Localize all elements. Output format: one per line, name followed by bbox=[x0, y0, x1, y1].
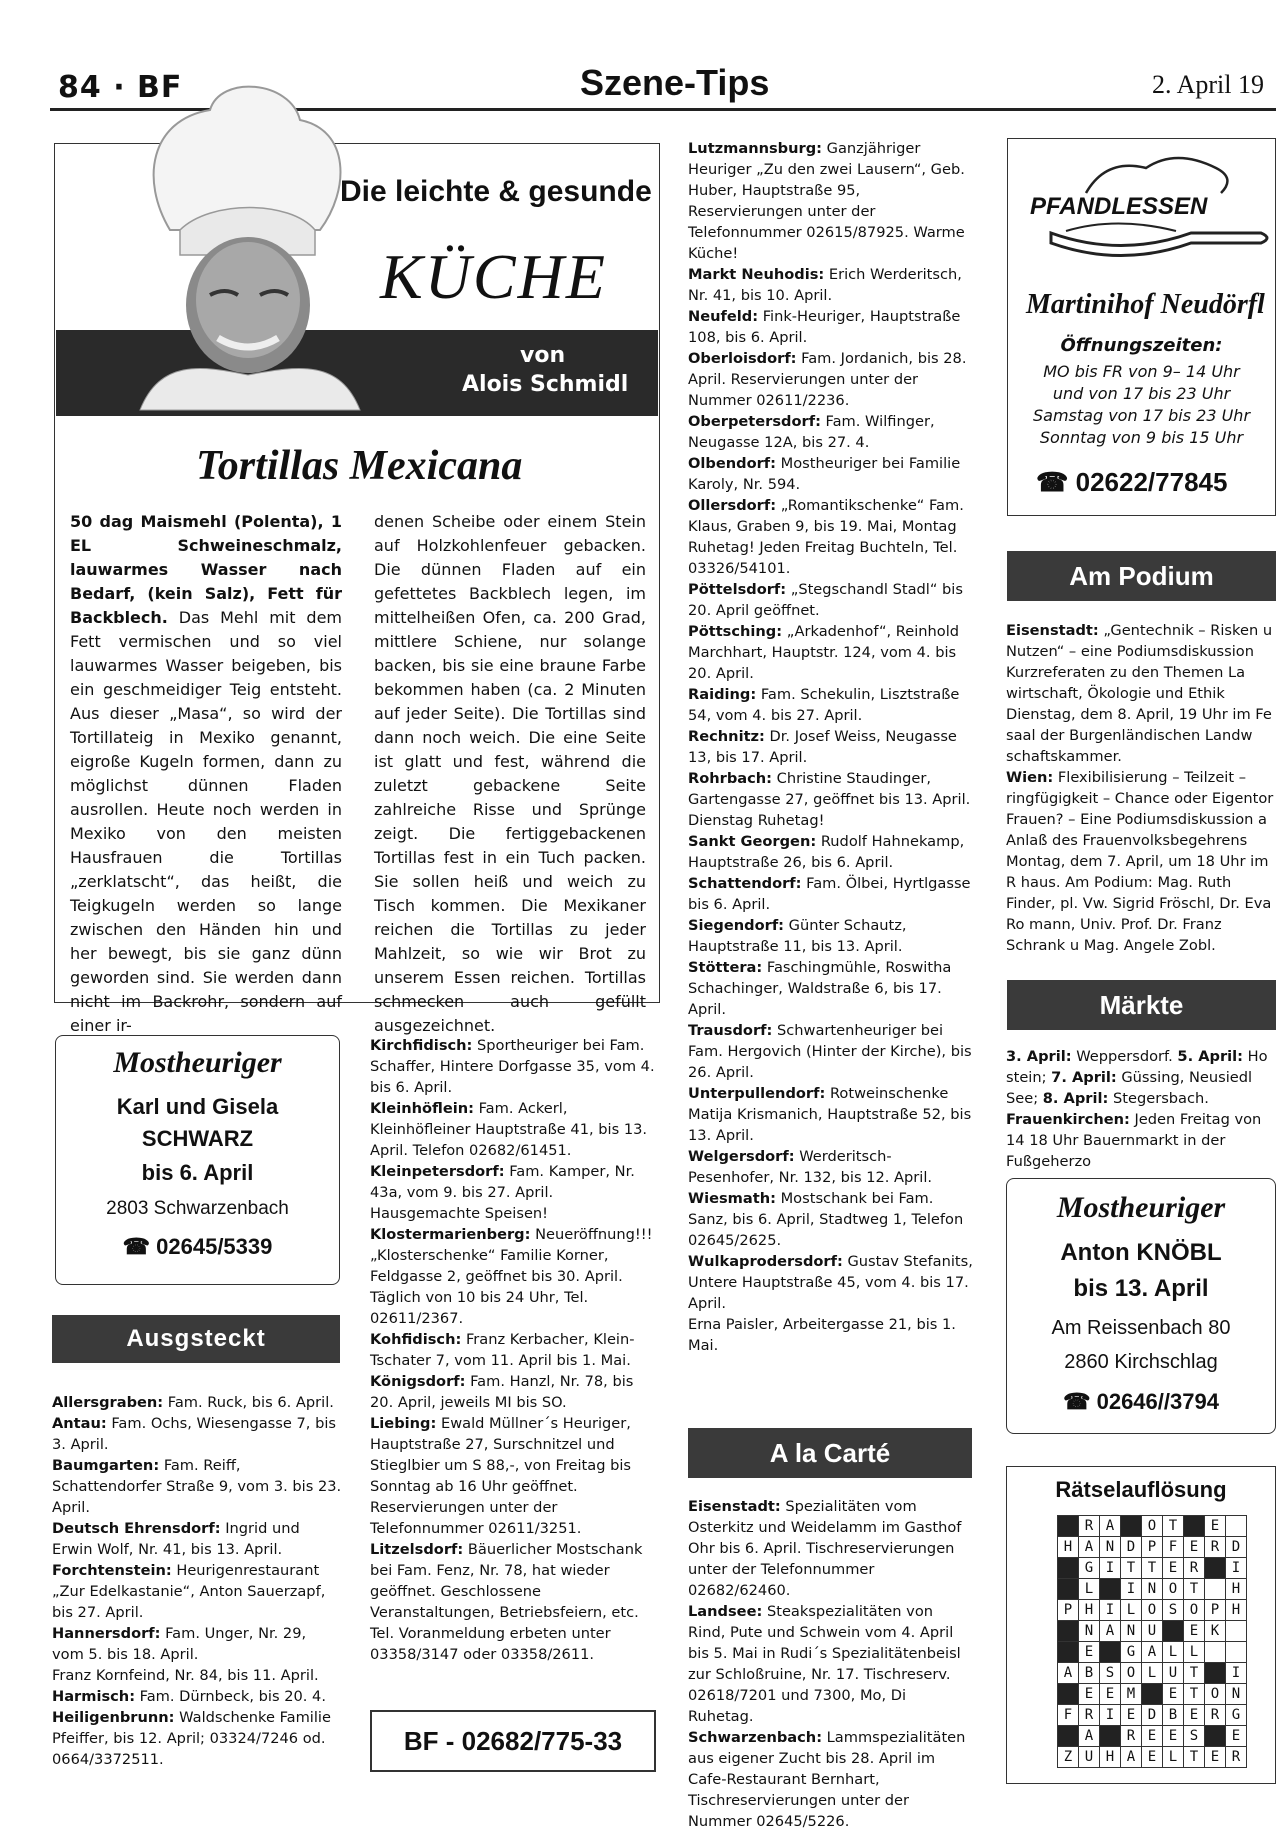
puzzle-cell: H bbox=[1226, 1579, 1247, 1600]
page-number: 84 · BF bbox=[58, 70, 183, 105]
puzzle-cell: O bbox=[1142, 1600, 1163, 1621]
phone-icon: ☎ bbox=[122, 1234, 151, 1259]
puzzle-cell: A bbox=[1079, 1537, 1100, 1558]
puzzle-cell: G bbox=[1079, 1558, 1100, 1579]
puzzle-cell: N bbox=[1226, 1684, 1247, 1705]
puzzle-row bbox=[1058, 1579, 1247, 1600]
puzzle-cell: R bbox=[1079, 1516, 1100, 1537]
recipe-column-1 bbox=[70, 510, 342, 1038]
list-item: Ollersdorf: „Romantikschenke“ Fam. Klaus, Graben 9, bis 19. Mai, Montag Ruhetag! Jeden Freitag Buchteln, Tel. 03326/54101. bbox=[688, 497, 964, 577]
puzzle-cell: L bbox=[1163, 1747, 1184, 1768]
list-item: Raiding: Fam. Schekulin, Lisztstraße 54, vom 4. bis 27. April. bbox=[688, 686, 960, 724]
ad-knoebl-name: Anton KNÖBL bbox=[1060, 1239, 1222, 1266]
ausgsteckt-header: Ausgsteckt bbox=[52, 1315, 340, 1363]
list-item: Harmisch: Fam. Dürnbeck, bis 20. 4. bbox=[52, 1688, 326, 1705]
puzzle-cell bbox=[1058, 1579, 1079, 1600]
maerkte-header: Märkte bbox=[1007, 980, 1276, 1030]
puzzle-cell: O bbox=[1142, 1516, 1163, 1537]
puzzle-cell: E bbox=[1205, 1516, 1226, 1537]
list-item: Trausdorf: Schwartenheuriger bei Fam. Hergovich (Hinter der Kirche), bis 26. April. bbox=[688, 1022, 972, 1081]
puzzle-cell: R bbox=[1121, 1726, 1142, 1747]
section-title: Szene-Tips bbox=[580, 62, 770, 103]
puzzle-cell: L bbox=[1163, 1642, 1184, 1663]
list-item: Schattendorf: Fam. Ölbei, Hyrtlgasse bis 6. April. bbox=[688, 875, 971, 913]
puzzle-cell: A bbox=[1100, 1516, 1121, 1537]
puzzle-cell: N bbox=[1142, 1579, 1163, 1600]
puzzle-cell: A bbox=[1121, 1747, 1142, 1768]
puzzle-cell bbox=[1205, 1642, 1226, 1663]
puzzle-cell: P bbox=[1142, 1537, 1163, 1558]
puzzle-cell: B bbox=[1163, 1705, 1184, 1726]
ad-pfandlessen-phone: 02622/77845 bbox=[1075, 467, 1228, 497]
recipe-author: Alois Schmidl bbox=[462, 372, 629, 397]
puzzle-cell: H bbox=[1058, 1537, 1079, 1558]
ad-schwarz-surname: SCHWARZ bbox=[141, 1126, 254, 1151]
list-item: Kirchfidisch: Sportheuriger bei Fam. Schaffer, Hintere Dorfgasse 35, vom 4. bis 6. April. bbox=[370, 1037, 655, 1096]
puzzle-cell: T bbox=[1184, 1579, 1205, 1600]
heurigen-list-3 bbox=[688, 138, 976, 1356]
list-item: Hannersdorf: Fam. Unger, Nr. 29, vom 5. bis 18. April. bbox=[52, 1625, 307, 1663]
puzzle-cell: K bbox=[1205, 1621, 1226, 1642]
puzzle-cell: E bbox=[1205, 1747, 1226, 1768]
puzzle-cell: H bbox=[1079, 1600, 1100, 1621]
list-item: Franz Kornfeind, Nr. 84, bis 11. April. bbox=[52, 1667, 319, 1684]
puzzle-row bbox=[1058, 1747, 1247, 1768]
recipe-dish-title: Tortillas Mexicana bbox=[196, 443, 523, 489]
list-item: Kleinhöflein: Fam. Ackerl, Kleinhöfleiner Hauptstraße 41, bis 13. April. Telefon 02682/61451. bbox=[370, 1100, 648, 1159]
puzzle-cell: O bbox=[1163, 1579, 1184, 1600]
recipe-by: von bbox=[520, 343, 566, 368]
list-item: Welgersdorf: Werderitsch-Pesenhofer, Nr. 132, bis 12. April. bbox=[688, 1148, 933, 1186]
puzzle-cell: M bbox=[1121, 1684, 1142, 1705]
puzzle-cell: G bbox=[1121, 1642, 1142, 1663]
chef-photo bbox=[100, 80, 380, 410]
puzzle-row bbox=[1058, 1600, 1247, 1621]
puzzle-row bbox=[1058, 1558, 1247, 1579]
puzzle-cell bbox=[1226, 1621, 1247, 1642]
puzzle-cell: F bbox=[1163, 1537, 1184, 1558]
puzzle-cell: R bbox=[1205, 1537, 1226, 1558]
puzzle-cell bbox=[1205, 1558, 1226, 1579]
puzzle-cell: S bbox=[1163, 1600, 1184, 1621]
puzzle-cell: N bbox=[1079, 1621, 1100, 1642]
list-item: Neufeld: Fink-Heuriger, Hauptstraße 108, bis 6. April. bbox=[688, 308, 961, 346]
puzzle-cell: L bbox=[1079, 1579, 1100, 1600]
puzzle-cell: I bbox=[1100, 1705, 1121, 1726]
puzzle-cell: F bbox=[1058, 1705, 1079, 1726]
ad-pfandlessen-name: Martinihof Neudörfl bbox=[1026, 289, 1265, 320]
puzzle-cell bbox=[1100, 1579, 1121, 1600]
puzzle-cell: E bbox=[1184, 1705, 1205, 1726]
puzzle-cell: E bbox=[1079, 1684, 1100, 1705]
puzzle-cell bbox=[1058, 1516, 1079, 1537]
list-item: Eisenstadt: Spezialitäten vom Osterkitz und Weidelamm im Gasthof Ohr bis 6. April. Tischreservierungen unter der Telefonnummer 02682/62460. bbox=[688, 1498, 962, 1599]
ad-schwarz-names: Karl und Gisela bbox=[116, 1094, 279, 1119]
puzzle-row bbox=[1058, 1537, 1247, 1558]
puzzle-cell: Z bbox=[1058, 1747, 1079, 1768]
puzzle-cell: S bbox=[1100, 1663, 1121, 1684]
puzzle-cell bbox=[1121, 1516, 1142, 1537]
puzzle-cell: L bbox=[1121, 1600, 1142, 1621]
puzzle-cell bbox=[1226, 1642, 1247, 1663]
list-item: Erna Paisler, Arbeitergasse 21, bis 1. Mai. bbox=[688, 1316, 956, 1354]
puzzle-cell bbox=[1205, 1663, 1226, 1684]
ad-pfandlessen bbox=[1007, 138, 1276, 516]
list-item: Lutzmannsburg: Ganzjähriger Heuriger „Zu den zwei Lausern“, Geb. Huber, Hauptstraße 95, Reservierungen unter der Telefonnummer 02615/87925. Warme Küche! bbox=[688, 140, 965, 262]
list-item: Eisenstadt: „Gentechnik – Risken u Nutzen“ – eine Podiumsdiskussion Kurzreferaten zu den Themen La wirtschaft, Ökologie und Ethik Dienstag, dem 8. April, 19 Uhr im Fe saal der Burgenländischen Landw schaftskammer. bbox=[1006, 622, 1273, 765]
puzzle-cell bbox=[1058, 1621, 1079, 1642]
recipe-ingredients: 50 dag Maismehl (Polenta), 1 EL Schweineschmalz, lauwarmes Wasser nach Bedarf, (kein Salz), Fett für Backblech. bbox=[70, 512, 342, 627]
list-item: Allersgraben: Fam. Ruck, bis 6. April. bbox=[52, 1394, 334, 1411]
phone-icon: ☎ bbox=[1036, 467, 1069, 497]
list-item: Rechnitz: Dr. Josef Weiss, Neugasse 13, bis 17. April. bbox=[688, 728, 957, 766]
puzzle-cell: E bbox=[1226, 1726, 1247, 1747]
list-item: Klostermarienberg: Neueröffnung!!! „Klosterschenke“ Familie Korner, Feldgasse 2, geöffnet bis 30. April. Täglich von 10 bis 24 Uhr, Tel. 02611/2367. bbox=[370, 1226, 653, 1327]
list-item: Oberloisdorf: Fam. Jordanich, bis 28. April. Reservierungen unter der Nummer 02611/2236. bbox=[688, 350, 967, 409]
puzzle-cell: E bbox=[1100, 1684, 1121, 1705]
list-item: Unterpullendorf: Rotweinschenke Matija Krismanich, Hauptstraße 52, bis 13. April. bbox=[688, 1085, 972, 1144]
list-item: Königsdorf: Fam. Hanzl, Nr. 78, bis 20. April, jeweils MI bis SO. bbox=[370, 1373, 634, 1411]
list-item: Wien: Flexibilisierung – Teilzeit – ringfügigkeit – Chance oder Eigentor Frauen? – Eine Podiumsdiskussion a Anlaß des Frauenvolksbegehrens Montag, dem 7. April, um 18 Uhr im R haus. Am Podium: Mag. Ruth Finder, pl. Vw. Sigrid Fröschl, Dr. Eva Ro mann, Univ. Prof. Dr. Franz Schrank u Mag. Angele Zobl. bbox=[1006, 769, 1274, 954]
puzzle-cell: E bbox=[1142, 1726, 1163, 1747]
puzzle-cell: I bbox=[1100, 1600, 1121, 1621]
heurigen-list-2 bbox=[370, 1035, 658, 1665]
puzzle-cell: H bbox=[1100, 1747, 1121, 1768]
puzzle-cell: H bbox=[1226, 1600, 1247, 1621]
puzzle-cell bbox=[1100, 1642, 1121, 1663]
list-item: Kleinpetersdorf: Fam. Kamper, Nr. 43a, vom 9. bis 27. April. Hausgemachte Speisen! bbox=[370, 1163, 635, 1222]
puzzle-title: Rätselauflösung bbox=[1055, 1477, 1227, 1502]
puzzle-row bbox=[1058, 1684, 1247, 1705]
list-item: Frauenkirchen: Jeden Freitag von 14 18 Uhr Bauernmarkt in der Fußgeherzo bbox=[1006, 1111, 1262, 1170]
puzzle-cell: P bbox=[1058, 1600, 1079, 1621]
puzzle-cell: R bbox=[1205, 1705, 1226, 1726]
puzzle-cell: A bbox=[1058, 1663, 1079, 1684]
ad-knoebl-title: Mostheuriger bbox=[1056, 1191, 1226, 1224]
list-item: Kohfidisch: Franz Kerbacher, Klein-Tschater 7, vom 11. April bis 1. Mai. bbox=[370, 1331, 635, 1369]
puzzle-cell bbox=[1058, 1684, 1079, 1705]
puzzle-solution-box bbox=[1006, 1466, 1276, 1784]
puzzle-cell: A bbox=[1100, 1621, 1121, 1642]
puzzle-cell bbox=[1163, 1621, 1184, 1642]
puzzle-cell: I bbox=[1226, 1663, 1247, 1684]
ad-knoebl bbox=[1006, 1178, 1276, 1434]
ad-knoebl-place: 2860 Kirchschlag bbox=[1064, 1351, 1218, 1373]
puzzle-row bbox=[1058, 1621, 1247, 1642]
list-item: Litzelsdorf: Bäuerlicher Mostschank bei Fam. Fenz, Nr. 78, hat wieder geöffnet. Geschlossene Veranstaltungen, Betriebsfeiern, etc. Tel. Voranmeldung erbeten unter 03358/3147 oder 03358/2611. bbox=[370, 1541, 643, 1663]
alacarte-list bbox=[688, 1496, 974, 1832]
list-item: Pöttelsdorf: „Stegschandl Stadl“ bis 20. April geöffnet. bbox=[688, 581, 963, 619]
puzzle-cell: T bbox=[1184, 1747, 1205, 1768]
list-item: Siegendorf: Günter Schautz, Hauptstraße 11, bis 13. April. bbox=[688, 917, 907, 955]
puzzle-cell bbox=[1058, 1558, 1079, 1579]
puzzle-cell: G bbox=[1226, 1705, 1247, 1726]
puzzle-row bbox=[1058, 1516, 1247, 1537]
list-item: Landsee: Steakspezialitäten von Rind, Pute und Schwein vom 4. April bis 5. Mai in Rudi´s Spezialitätenbeisl zur Schloßruine, Nr. 17. Tischreserv. 02618/7201 und 7300, Mo, Di Ruhetag. bbox=[688, 1603, 961, 1725]
ad-pfandlessen-hours: MO bis FR von 9– 14 Uhr und von 17 bis 23 Uhr Samstag von 17 bis 23 Uhr Sonntag von 9 bis 15 Uhr bbox=[1032, 362, 1251, 447]
ad-knoebl-phone: 02646//3794 bbox=[1096, 1389, 1219, 1414]
list-item: Pöttsching: „Arkadenhof“, Reinhold Marchhart, Hauptstr. 124, vom 4. bis 20. April. bbox=[688, 623, 960, 682]
puzzle-cell: E bbox=[1142, 1747, 1163, 1768]
puzzle-cell bbox=[1058, 1726, 1079, 1747]
list-item: Baumgarten: Fam. Reiff, Schattendorfer Straße 9, vom 3. bis 23. April. bbox=[52, 1457, 342, 1516]
ad-pfandlessen-hours-title: Öffnungszeiten: bbox=[1060, 335, 1223, 356]
puzzle-cell: T bbox=[1184, 1684, 1205, 1705]
list-item: Schwarzenbach: Lammspezialitäten aus eigener Zucht bis 28. April im Cafe-Restaurant Bernhart, Tischreservierungen unter der Nummer 02645/5226. bbox=[688, 1729, 966, 1830]
puzzle-cell: U bbox=[1163, 1663, 1184, 1684]
bf-phone-box: BF - 02682/775-33 bbox=[370, 1710, 656, 1772]
list-item: Deutsch Ehrensdorf: Ingrid und Erwin Wolf, Nr. 41, bis 13. April. bbox=[52, 1520, 300, 1558]
puzzle-cell: E bbox=[1184, 1537, 1205, 1558]
maerkte-list bbox=[1006, 1046, 1276, 1172]
puzzle-cell: B bbox=[1079, 1663, 1100, 1684]
puzzle-cell: E bbox=[1163, 1558, 1184, 1579]
list-item: Heiligenbrunn: Waldschenke Familie Pfeiffer, bis 12. April; 03324/7246 od. 0664/3372511. bbox=[52, 1709, 331, 1768]
puzzle-grid bbox=[1057, 1515, 1247, 1768]
list-item: Oberpetersdorf: Fam. Wilfinger, Neugasse 12A, bis 27. 4. bbox=[688, 413, 935, 451]
list-item: Wulkaprodersdorf: Gustav Stefanits, Untere Hauptstraße 45, vom 4. bis 17. April. bbox=[688, 1253, 973, 1312]
puzzle-cell: E bbox=[1184, 1621, 1205, 1642]
puzzle-cell: T bbox=[1142, 1558, 1163, 1579]
list-item: Liebing: Ewald Müllner´s Heuriger, Hauptstraße 27, Surschnitzel und Stieglbier um S 88,-, von Freitag bis Sonntag ab 16 Uhr geöffnet. Reservierungen unter der Telefonnummer 02611/3251. bbox=[370, 1415, 632, 1537]
ad-knoebl-until: bis 13. April bbox=[1073, 1275, 1209, 1302]
puzzle-cell: A bbox=[1079, 1726, 1100, 1747]
list-item: Stöttera: Faschingmühle, Roswitha Schachinger, Waldstraße 6, bis 17. April. bbox=[688, 959, 952, 1018]
puzzle-row bbox=[1058, 1705, 1247, 1726]
ad-schwarz-until: bis 6. April bbox=[141, 1160, 254, 1185]
puzzle-cell: P bbox=[1205, 1600, 1226, 1621]
podium-list bbox=[1006, 620, 1276, 956]
recipe-text-1: Das Mehl mit dem Fett vermischen und so viel lauwarmes Wasser beigeben, bis ein geschmeidiger Teig entsteht. Aus dieser „Masa“, so wird der Tortillateig in Mexiko genannt, eigroße Kugeln formen, dann zu möglichst dünnen Fladen ausrollen. Heute noch werden in Mexiko von den meisten Hausfrauen die Tortillas „zerklatscht“, das heißt, die Teigkugeln werden so lange zwischen den Händen hin und her bewegt, bis sie ganz dünn geworden sind. Sie werden dann nicht im Backrohr, sondern auf einer ir- bbox=[70, 608, 342, 1035]
puzzle-cell: N bbox=[1121, 1621, 1142, 1642]
list-item: Olbendorf: Mostheuriger bei Familie Karoly, Nr. 594. bbox=[688, 455, 961, 493]
list-item: Forchtenstein: Heurigenrestaurant „Zur Edelkastanie“, Anton Sauerzapf, bis 27. April. bbox=[52, 1562, 326, 1621]
puzzle-cell bbox=[1100, 1726, 1121, 1747]
puzzle-cell: T bbox=[1163, 1516, 1184, 1537]
ad-pfandlessen-logo: PFANDLESSEN bbox=[1030, 193, 1208, 220]
puzzle-cell: R bbox=[1079, 1705, 1100, 1726]
ausgsteckt-list bbox=[52, 1392, 342, 1770]
puzzle-cell: D bbox=[1121, 1537, 1142, 1558]
phone-icon: ☎ bbox=[1063, 1389, 1091, 1414]
puzzle-cell: D bbox=[1226, 1537, 1247, 1558]
puzzle-cell: L bbox=[1142, 1663, 1163, 1684]
puzzle-cell: R bbox=[1226, 1747, 1247, 1768]
puzzle-cell: E bbox=[1163, 1684, 1184, 1705]
puzzle-cell: E bbox=[1163, 1726, 1184, 1747]
recipe-supertitle: Die leichte & gesunde bbox=[340, 175, 652, 208]
recipe-column-2: denen Scheibe oder einem Stein auf Holzkohlenfeuer gebacken. Die dünnen Fladen auf ein gefettetes Backblech legen, im mittelheißen Ofen, ca. 200 Grad, mittlere Schiene, nur solange backen, bis sie eine braune Farbe bekommen haben (ca. 2 Minuten auf jeder Seite). Die Tortillas sind dann noch weich. Die eine Seite ist glatt und fest, während die zuletzt gebackene Seite zahlreiche Risse und Sprünge zeigt. Die fertiggebackenen Tortillas fest in ein Tuch packen. Sie sollen heiß und weich zu Tisch kommen. Die Mexikaner reichen die Tortillas zu jeder Mahlzeit, so wie wir Brot zu unserem Essen reichen. Tortillas schmecken auch gefüllt ausgezeichnet. bbox=[374, 512, 646, 1035]
puzzle-cell: T bbox=[1184, 1663, 1205, 1684]
puzzle-cell: O bbox=[1184, 1600, 1205, 1621]
list-item: Antau: Fam. Ochs, Wiesengasse 7, bis 3. April. bbox=[52, 1415, 336, 1453]
puzzle-cell: I bbox=[1121, 1579, 1142, 1600]
puzzle-cell: O bbox=[1205, 1684, 1226, 1705]
puzzle-row bbox=[1058, 1726, 1247, 1747]
list-item: Markt Neuhodis: Erich Werderitsch, Nr. 41, bis 10. April. bbox=[688, 266, 962, 304]
issue-date: 2. April 19 bbox=[1152, 70, 1264, 99]
list-item: Rohrbach: Christine Staudinger, Gartengasse 27, geöffnet bis 13. April. Dienstag Ruhetag! bbox=[688, 770, 971, 829]
puzzle-cell: L bbox=[1184, 1642, 1205, 1663]
ad-schwarz-phone: 02645/5339 bbox=[156, 1234, 273, 1259]
recipe-main-title: KÜCHE bbox=[380, 241, 607, 312]
list-item: 3. April: Weppersdorf. 5. April: Ho stein; 7. April: Güssing, Neusiedl See; 8. April: Stegersbach. bbox=[1006, 1048, 1268, 1107]
puzzle-cell: I bbox=[1100, 1558, 1121, 1579]
puzzle-cell: U bbox=[1079, 1747, 1100, 1768]
puzzle-cell: I bbox=[1226, 1558, 1247, 1579]
puzzle-cell bbox=[1142, 1684, 1163, 1705]
puzzle-cell: R bbox=[1184, 1558, 1205, 1579]
puzzle-cell: E bbox=[1079, 1642, 1100, 1663]
puzzle-cell bbox=[1058, 1642, 1079, 1663]
puzzle-row bbox=[1058, 1663, 1247, 1684]
puzzle-cell: O bbox=[1121, 1663, 1142, 1684]
puzzle-cell bbox=[1205, 1579, 1226, 1600]
puzzle-cell: T bbox=[1121, 1558, 1142, 1579]
puzzle-row bbox=[1058, 1642, 1247, 1663]
puzzle-cell bbox=[1184, 1516, 1205, 1537]
podium-header: Am Podium bbox=[1007, 551, 1276, 601]
puzzle-cell: U bbox=[1142, 1621, 1163, 1642]
ad-schwarz-title: Mostheuriger bbox=[113, 1046, 282, 1079]
puzzle-cell bbox=[1205, 1726, 1226, 1747]
puzzle-cell: A bbox=[1142, 1642, 1163, 1663]
ad-schwarz bbox=[55, 1035, 340, 1285]
list-item: Sankt Georgen: Rudolf Hahnekamp, Hauptstraße 26, bis 6. April. bbox=[688, 833, 965, 871]
ad-knoebl-street: Am Reissenbach 80 bbox=[1051, 1317, 1231, 1339]
puzzle-cell: D bbox=[1142, 1705, 1163, 1726]
puzzle-cell: S bbox=[1184, 1726, 1205, 1747]
ad-schwarz-place: 2803 Schwarzenbach bbox=[106, 1198, 289, 1219]
puzzle-cell: E bbox=[1121, 1705, 1142, 1726]
puzzle-cell: N bbox=[1100, 1537, 1121, 1558]
list-item: Wiesmath: Mostschank bei Fam. Sanz, bis 6. April, Stadtweg 1, Telefon 02645/2625. bbox=[688, 1190, 964, 1249]
alacarte-header: A la Carté bbox=[688, 1428, 972, 1478]
puzzle-cell bbox=[1226, 1516, 1247, 1537]
